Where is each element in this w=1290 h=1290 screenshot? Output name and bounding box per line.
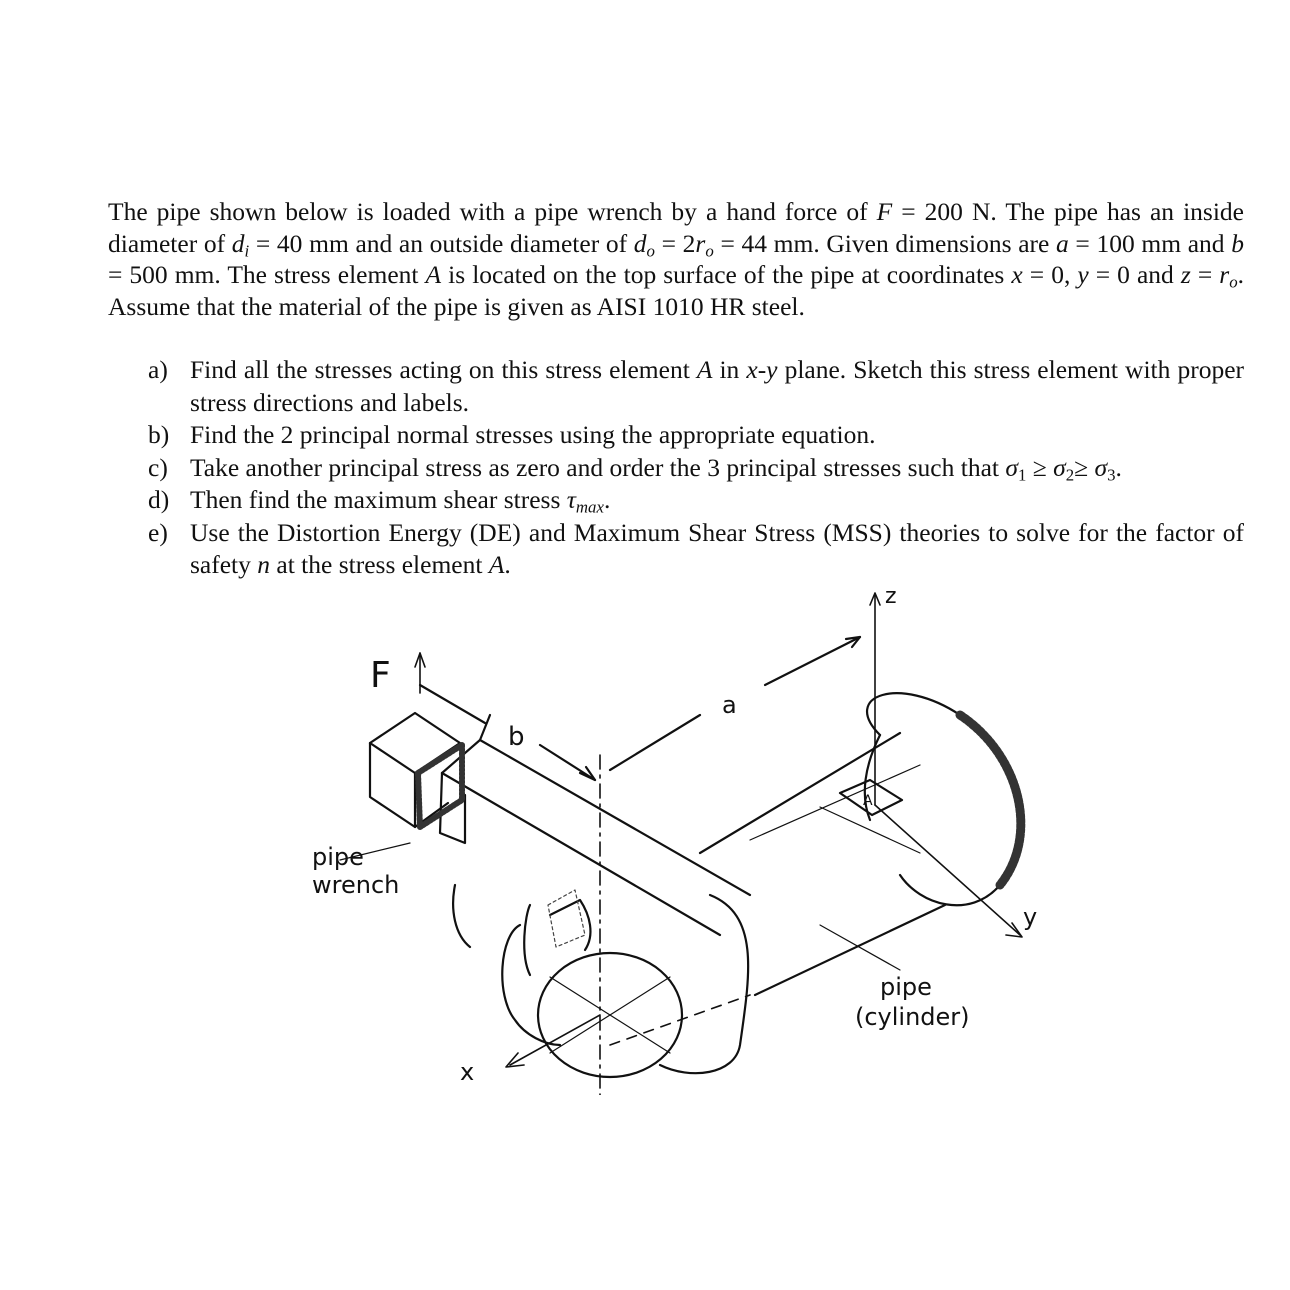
text-run: . [504, 550, 511, 579]
question-text [190, 354, 1244, 419]
question-c [148, 452, 1244, 485]
text-run: at the stress element [270, 550, 489, 579]
intro-text: = 500 mm. The stress element [108, 260, 426, 289]
text-run: ≥ [1026, 452, 1054, 482]
subscript: o [646, 241, 655, 261]
var-x: x [1011, 260, 1023, 289]
label-y: y [1023, 903, 1038, 931]
label-x: x [460, 1058, 475, 1086]
pipe-wrench-figure [280, 575, 1060, 1095]
question-d [148, 484, 1244, 517]
subscript: o [705, 241, 714, 261]
text-run: in [712, 355, 747, 384]
text-run: . [603, 485, 611, 514]
question-text [190, 484, 1244, 517]
subscript: 1 [1017, 465, 1027, 485]
var-d: d [633, 228, 647, 258]
var-xy: x-y [746, 355, 778, 384]
subscript: max [575, 497, 604, 517]
question-letter: c) [148, 452, 168, 482]
var-d: d [231, 228, 245, 258]
dimension-lines [420, 637, 860, 780]
var-b: b [1231, 228, 1244, 258]
intro-text: = 40 mm and an outside diameter of [249, 228, 634, 258]
question-letter: b) [148, 420, 170, 449]
intro-text: = 0 and [1088, 260, 1181, 289]
question-list [148, 354, 1244, 582]
subscript: 2 [1065, 465, 1075, 485]
var-A: A [696, 355, 713, 384]
text-run: Then find the maximum shear stress [190, 485, 567, 514]
grip-block [370, 713, 462, 827]
sigma: σ [1053, 452, 1066, 482]
intro-text: . Assume that the material of the pipe is given as AISI 1010 HR steel. [108, 260, 1244, 321]
subscript: o [1229, 272, 1238, 292]
label-A: A [863, 793, 873, 809]
var-r: r [1219, 260, 1230, 289]
question-text [190, 517, 1244, 582]
question-text [190, 419, 1244, 452]
subscript: 3 [1107, 465, 1116, 485]
intro-text: = 2 [654, 228, 696, 258]
text-run: . [1115, 452, 1122, 482]
intro-text: = 100 mm and [1068, 228, 1232, 258]
intro-text: = 200 N. The pipe has an inside diameter of [108, 197, 1244, 258]
text-run: Find all the stresses acting on this stress element [190, 355, 697, 384]
tau: τ [566, 485, 576, 514]
label-F: F [370, 655, 391, 696]
var-y: y [1077, 260, 1089, 289]
var-A: A [488, 550, 505, 579]
question-letter: d) [148, 485, 170, 514]
var-F: F [876, 197, 893, 226]
intro-text: = [1190, 260, 1220, 289]
label-pipe-cylinder: (cylinder) [855, 1003, 970, 1031]
sigma: σ [1094, 452, 1108, 482]
text-run: Use the Distortion Energy (DE) and Maximum Shear Stress (MSS) theories to solve for the factor of safety [190, 517, 1244, 579]
text-run: Take another principal stress as zero and order the 3 principal stresses such that [190, 452, 1006, 482]
question-letter: e) [148, 517, 168, 547]
problem-statement [108, 196, 1244, 322]
question-text [190, 452, 1244, 485]
label-pipe-wrench: pipe [312, 843, 364, 871]
label-a: a [722, 691, 737, 719]
sigma: σ [1005, 452, 1018, 482]
question-e [148, 517, 1244, 582]
var-z: z [1180, 260, 1191, 289]
label-pipe-wrench: wrench [312, 871, 400, 899]
wrench-handle [440, 715, 750, 935]
var-n: n [257, 550, 271, 579]
intro-text: = 0, [1022, 260, 1078, 289]
intro-text: = 44 mm. Given dimensions are [713, 228, 1057, 258]
wall-flange [865, 693, 1021, 905]
var-r: r [695, 228, 706, 258]
text-run: ≥ [1074, 452, 1095, 482]
label-pipe-cylinder: pipe [880, 973, 932, 1001]
text-run: plane. Sketch this stress element with proper stress directions and labels. [190, 355, 1245, 417]
question-a [148, 354, 1244, 419]
intro-text: is located on the top surface of the pipe at coordinates [441, 260, 1012, 289]
question-b [148, 419, 1244, 452]
var-a: a [1056, 228, 1069, 258]
label-z: z [885, 584, 897, 609]
text-run: Find the 2 principal normal stresses using the appropriate equation. [190, 420, 876, 449]
subscript: i [244, 241, 250, 261]
question-letter: a) [148, 355, 168, 384]
var-A: A [425, 260, 442, 289]
label-b: b [508, 722, 525, 752]
intro-text: The pipe shown below is loaded with a pipe wrench by a hand force of [108, 197, 877, 226]
